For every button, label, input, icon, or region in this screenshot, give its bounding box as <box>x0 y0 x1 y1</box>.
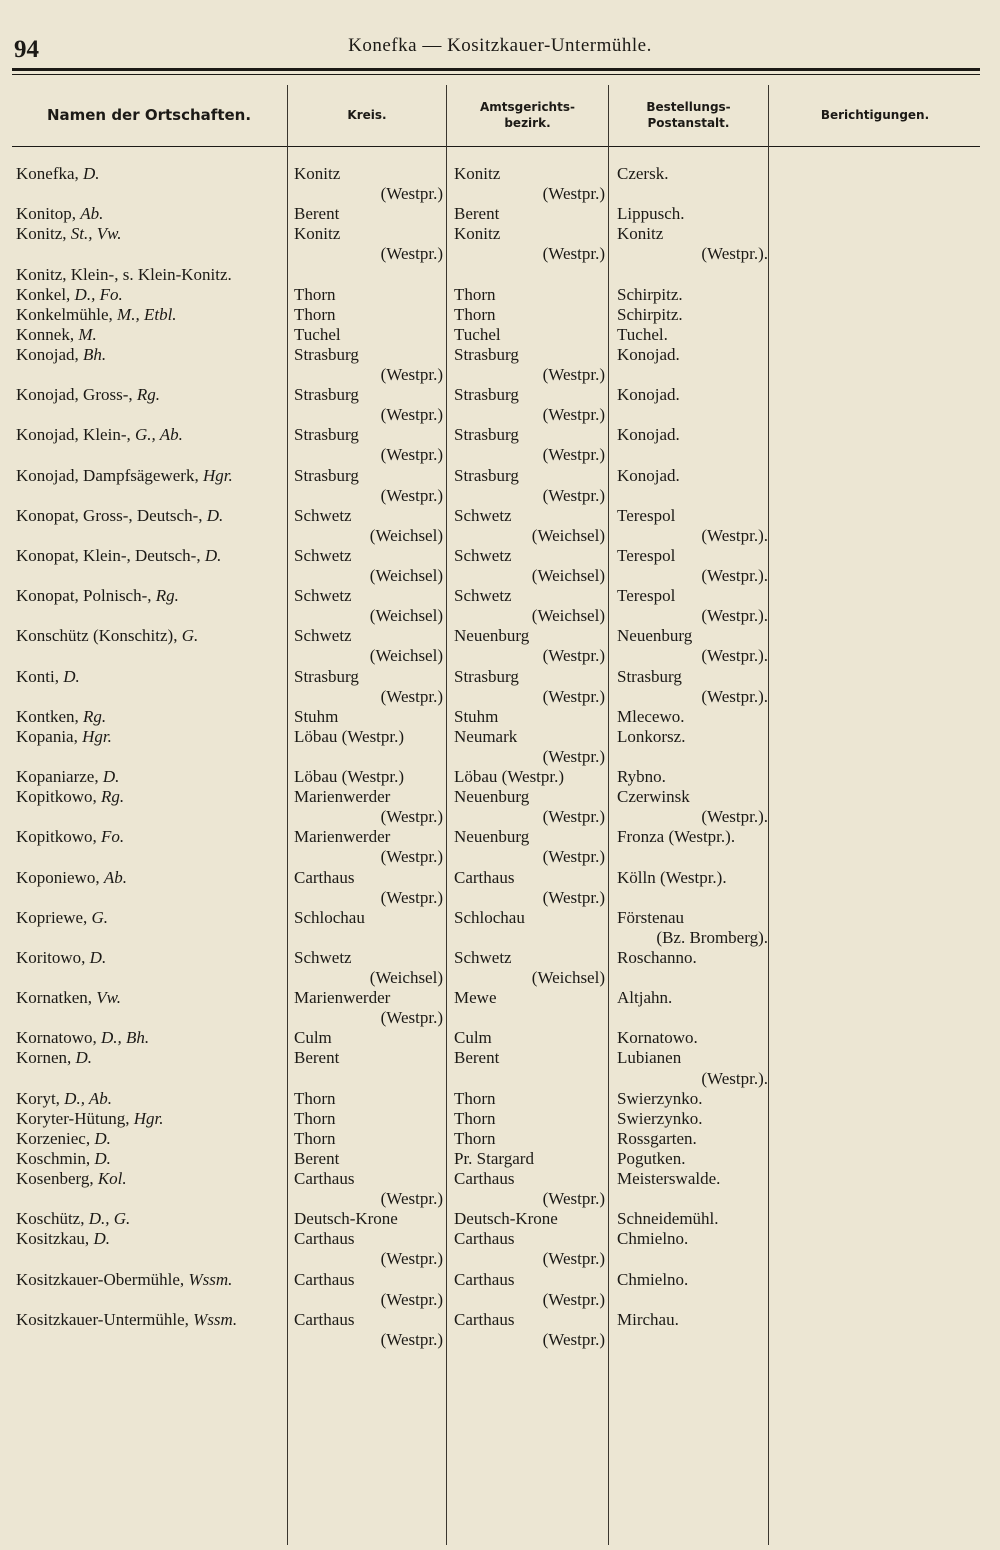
amtsgericht-cell-continuation: (Westpr.) <box>542 807 605 827</box>
place-name <box>16 707 106 727</box>
place-type-abbreviation: St., Vw. <box>70 224 122 244</box>
kreis-cell: Thorn <box>294 284 336 304</box>
kreis-cell-continuation: (Weichsel) <box>369 566 443 585</box>
postanstalt-cell: Rybno. <box>617 767 666 786</box>
place-name-text: Koryt, <box>16 1088 65 1108</box>
place-type-abbreviation: D. <box>89 947 107 967</box>
kreis-cell-continuation: (Westpr.) <box>380 847 443 867</box>
amtsgericht-cell: Strasburg <box>454 425 519 445</box>
kreis-cell: Löbau (Westpr.) <box>294 726 405 746</box>
place-type-abbreviation: G., Ab. <box>134 425 183 445</box>
place-name <box>16 1109 163 1129</box>
amtsgericht-cell-continuation: (Westpr.) <box>542 746 605 766</box>
postanstalt-cell: Czersk. <box>617 164 669 183</box>
kreis-cell: Marienwerder <box>294 988 391 1008</box>
amtsgericht-cell: Strasburg <box>454 465 519 485</box>
amtsgericht-cell-continuation: (Weichsel) <box>531 606 605 626</box>
amtsgericht-cell: Schwetz <box>454 505 512 525</box>
kreis-cell: Schwetz <box>294 626 352 646</box>
postanstalt-cell-continuation: (Westpr.). <box>701 807 768 827</box>
place-name-text: Kontken, <box>16 706 84 726</box>
place-name <box>16 827 124 847</box>
kreis-cell: Culm <box>294 1028 332 1048</box>
place-name-text: Konnek, <box>16 324 79 344</box>
postanstalt-cell: Konojad. <box>617 385 680 405</box>
postanstalt-cell: Pogutken. <box>617 1148 686 1168</box>
amtsgericht-cell: Berent <box>454 204 500 224</box>
postanstalt-cell: Lippusch. <box>617 204 685 224</box>
place-name <box>16 767 119 787</box>
place-name-text: Konschütz (Konschitz), <box>16 626 182 646</box>
postanstalt-cell: Förstenau <box>617 907 685 927</box>
amtsgericht-cell-continuation: (Westpr.) <box>542 1189 605 1209</box>
postanstalt-cell: Chmielno. <box>617 1229 689 1249</box>
place-name <box>16 1129 111 1149</box>
place-name-text: Konojad, <box>16 344 84 364</box>
place-name-text: Konojad, Dampfsägewerk, <box>16 465 203 485</box>
column-header-postanstalt <box>609 90 768 140</box>
place-type-abbreviation: D. <box>204 545 222 565</box>
amtsgericht-cell: Deutsch-Krone <box>454 1209 558 1229</box>
kreis-cell-continuation: (Westpr.) <box>380 887 443 907</box>
amtsgericht-cell: Carthaus <box>454 1229 515 1249</box>
postanstalt-cell: Kornatowo. <box>617 1028 698 1048</box>
kreis-cell: Tuchel <box>294 324 341 344</box>
place-name-text: Koryter-Hütung, <box>16 1108 134 1128</box>
place-type-abbreviation: Fo. <box>101 827 125 847</box>
place-name <box>16 626 198 646</box>
place-name-text: Kositzkauer-Obermühle, <box>16 1269 189 1289</box>
postanstalt-cell-continuation: (Westpr.). <box>701 686 768 706</box>
kreis-cell: Konitz <box>294 164 341 183</box>
postanstalt-cell: Kölln (Westpr.). <box>617 867 727 887</box>
kreis-cell: Berent <box>294 1048 340 1068</box>
postanstalt-cell: Lubianen <box>617 1048 682 1068</box>
place-type-abbreviation: D., Bh. <box>100 1028 150 1048</box>
amtsgericht-cell: Carthaus <box>454 1169 515 1188</box>
amtsgericht-cell: Carthaus <box>454 867 515 887</box>
kreis-cell-continuation: (Westpr.) <box>380 244 443 264</box>
place-name <box>16 546 221 566</box>
kreis-cell-continuation: (Westpr.) <box>380 184 443 204</box>
kreis-cell-continuation: (Westpr.) <box>380 1329 443 1349</box>
amtsgericht-cell: Strasburg <box>454 344 519 364</box>
place-type-abbreviation: D., Ab. <box>64 1088 113 1108</box>
place-type-abbreviation: D. <box>93 1229 110 1249</box>
postanstalt-cell-continuation: (Bz. Bromberg). <box>656 927 768 947</box>
place-type-abbreviation: Bh. <box>83 344 107 364</box>
place-name <box>16 1149 111 1169</box>
place-name <box>16 988 121 1008</box>
place-type-abbreviation: D., G. <box>88 1209 131 1229</box>
place-name <box>16 1028 149 1048</box>
kreis-cell: Berent <box>294 204 340 224</box>
place-name-text: Konkelmühle, <box>16 304 118 324</box>
place-name-text: Kopitkowo, <box>16 787 101 807</box>
place-type-abbreviation: Wssm. <box>193 1309 238 1329</box>
postanstalt-cell: Tuchel. <box>617 324 668 344</box>
place-type-abbreviation: Rg. <box>83 706 107 726</box>
amtsgericht-cell: Thorn <box>454 1088 496 1108</box>
amtsgericht-cell-continuation: (Westpr.) <box>542 1289 605 1309</box>
kreis-cell: Marienwerder <box>294 827 391 847</box>
place-name <box>16 868 127 888</box>
place-type-abbreviation: Rg. <box>101 787 125 807</box>
kreis-cell-continuation: (Westpr.) <box>380 1289 443 1309</box>
amtsgericht-cell: Tuchel <box>454 324 501 344</box>
place-name <box>16 1209 130 1229</box>
amtsgericht-cell: Mewe <box>454 988 497 1008</box>
place-name-text: Kopriewe, <box>16 907 92 927</box>
place-name <box>16 586 179 606</box>
place-type-abbreviation: D., Fo. <box>74 284 123 304</box>
place-type-abbreviation: D. <box>102 767 120 786</box>
postanstalt-cell: Schirpitz. <box>617 284 683 304</box>
place-name-text: Konkel, <box>16 284 75 304</box>
place-type-abbreviation: Ab. <box>80 204 104 224</box>
column-header-name <box>14 90 284 140</box>
kreis-cell: Schwetz <box>294 947 352 967</box>
place-name-text: Konopat, Klein-, Deutsch-, <box>16 545 205 565</box>
column-header-amtsgericht-line2: bezirk. <box>504 116 551 130</box>
postanstalt-cell-continuation: (Westpr.). <box>701 646 768 666</box>
place-name <box>16 1048 92 1068</box>
amtsgericht-cell: Thorn <box>454 284 496 304</box>
kreis-cell-continuation: (Weichsel) <box>369 968 443 987</box>
place-name-text: Korzeniec, <box>16 1128 95 1148</box>
postanstalt-cell-continuation: (Westpr.). <box>701 566 768 585</box>
place-name <box>16 948 106 968</box>
place-name-text: Konopat, Gross-, Deutsch-, <box>16 505 207 525</box>
kreis-cell-continuation: (Westpr.) <box>380 1249 443 1269</box>
amtsgericht-cell: Culm <box>454 1028 492 1048</box>
place-name-text: Koritowo, <box>16 947 90 967</box>
place-name <box>16 1169 127 1189</box>
top-rule-thin <box>12 74 980 75</box>
kreis-cell: Deutsch-Krone <box>294 1209 398 1229</box>
place-name-text: Kopania, <box>16 726 83 746</box>
place-name <box>16 1310 237 1330</box>
kreis-cell: Thorn <box>294 304 336 324</box>
amtsgericht-cell-continuation: (Westpr.) <box>542 1249 605 1269</box>
kreis-cell: Schwetz <box>294 545 352 565</box>
running-head: Konefka — Kositzkauer-Untermühle. <box>348 35 652 56</box>
amtsgericht-cell: Stuhm <box>454 706 499 726</box>
kreis-cell: Carthaus <box>294 1169 355 1188</box>
kreis-cell-continuation: (Westpr.) <box>380 686 443 706</box>
kreis-cell-continuation: (Westpr.) <box>380 1189 443 1209</box>
header-bottom-rule <box>12 146 980 147</box>
amtsgericht-cell: Löbau (Westpr.) <box>454 767 565 786</box>
kreis-cell-continuation: (Westpr.) <box>380 807 443 827</box>
place-name <box>16 164 100 184</box>
kreis-cell: Thorn <box>294 1088 336 1108</box>
place-name-text: Konti, <box>16 666 64 686</box>
column-header-kreis-label: Kreis. <box>347 108 387 122</box>
postanstalt-cell: Neuenburg <box>617 626 693 646</box>
kreis-cell-continuation: (Weichsel) <box>369 646 443 666</box>
amtsgericht-cell-continuation: (Weichsel) <box>531 968 605 987</box>
place-name-text: Kositzkau, <box>16 1229 94 1249</box>
kreis-cell: Thorn <box>294 1108 336 1128</box>
kreis-cell: Carthaus <box>294 1309 355 1329</box>
place-name <box>16 727 112 747</box>
postanstalt-cell: Terespol <box>617 545 676 565</box>
postanstalt-cell: Swierzynko. <box>617 1088 703 1108</box>
place-name-text: Koponiewo, <box>16 867 104 887</box>
kreis-cell: Strasburg <box>294 465 359 485</box>
amtsgericht-cell-continuation: (Westpr.) <box>542 244 605 264</box>
column-header-amtsgericht <box>447 90 608 140</box>
kreis-cell: Strasburg <box>294 344 359 364</box>
kreis-cell: Stuhm <box>294 706 339 726</box>
postanstalt-cell: Meisterswalde. <box>617 1169 721 1188</box>
amtsgericht-cell-continuation: (Westpr.) <box>542 646 605 666</box>
postanstalt-cell: Konojad. <box>617 344 680 364</box>
place-name <box>16 1270 232 1290</box>
postanstalt-cell-continuation: (Westpr.). <box>701 244 768 264</box>
place-type-abbreviation: D. <box>206 505 224 525</box>
postanstalt-cell: Czerwinsk <box>617 787 690 807</box>
place-name <box>16 325 97 345</box>
kreis-cell-continuation: (Westpr.) <box>380 445 443 465</box>
postanstalt-cell: Konitz <box>617 224 664 244</box>
kreis-cell: Berent <box>294 1148 340 1168</box>
column-divider <box>768 85 769 1545</box>
place-name <box>16 1229 110 1249</box>
place-name <box>16 506 223 526</box>
amtsgericht-cell: Neuenburg <box>454 827 530 847</box>
place-name <box>16 908 108 928</box>
kreis-cell: Strasburg <box>294 425 359 445</box>
postanstalt-cell: Konojad. <box>617 425 680 445</box>
postanstalt-cell: Chmielno. <box>617 1269 689 1289</box>
place-name-text: Kornen, <box>16 1048 76 1068</box>
kreis-cell: Schwetz <box>294 505 352 525</box>
postanstalt-cell-continuation: (Westpr.). <box>701 606 768 626</box>
amtsgericht-cell: Schwetz <box>454 947 512 967</box>
column-divider <box>446 85 447 1545</box>
place-name <box>16 265 232 285</box>
amtsgericht-cell: Neumark <box>454 726 518 746</box>
place-type-abbreviation: Rg. <box>155 586 179 606</box>
kreis-cell: Carthaus <box>294 1229 355 1249</box>
postanstalt-cell-continuation: (Westpr.). <box>701 1068 768 1088</box>
amtsgericht-cell: Carthaus <box>454 1269 515 1289</box>
postanstalt-cell: Terespol <box>617 586 676 606</box>
place-name-text: Koschmin, <box>16 1148 95 1168</box>
place-name <box>16 385 160 405</box>
postanstalt-cell: Swierzynko. <box>617 1108 703 1128</box>
amtsgericht-cell: Schlochau <box>454 907 525 927</box>
kreis-cell: Konitz <box>294 224 341 244</box>
page-number: 94 <box>14 36 39 63</box>
place-type-abbreviation: Rg. <box>136 385 161 405</box>
amtsgericht-cell-continuation: (Weichsel) <box>531 566 605 585</box>
postanstalt-cell: Terespol <box>617 505 676 525</box>
place-name-text: Konojad, Klein-, <box>16 425 135 445</box>
kreis-cell-continuation: (Westpr.) <box>380 365 443 384</box>
place-name-text: Konopat, Polnisch-, <box>16 586 156 606</box>
column-header-postanstalt-line1: Bestellungs- <box>646 100 731 114</box>
place-name-text: Kopaniarze, <box>16 767 103 786</box>
place-name <box>16 1089 112 1109</box>
place-name <box>16 305 177 325</box>
amtsgericht-cell-continuation: (Weichsel) <box>531 525 605 545</box>
postanstalt-cell-continuation: (Westpr.). <box>701 525 768 545</box>
top-rule-thick <box>12 68 980 71</box>
kreis-cell: Schlochau <box>294 907 365 927</box>
place-type-abbreviation: G. <box>181 626 199 646</box>
postanstalt-cell: Mlecewo. <box>617 706 685 726</box>
place-name-text: Kornatowo, <box>16 1028 101 1048</box>
amtsgericht-cell-continuation: (Westpr.) <box>542 847 605 867</box>
place-name <box>16 224 121 244</box>
column-header-berichtigungen <box>769 90 981 140</box>
place-name-text: Kositzkauer-Untermühle, <box>16 1309 194 1329</box>
place-name-text: Konitz, Klein-, s. Klein-Konitz. <box>16 264 232 284</box>
place-type-abbreviation: D. <box>75 1048 93 1068</box>
place-type-abbreviation: Vw. <box>96 988 121 1008</box>
amtsgericht-cell: Neuenburg <box>454 787 530 807</box>
place-name-text: Kopitkowo, <box>16 827 101 847</box>
place-type-abbreviation: G. <box>91 907 109 927</box>
amtsgericht-cell: Strasburg <box>454 666 519 686</box>
place-name-text: Koschütz, <box>16 1209 89 1229</box>
kreis-cell-continuation: (Weichsel) <box>369 606 443 626</box>
amtsgericht-cell: Schwetz <box>454 586 512 606</box>
place-name <box>16 667 80 687</box>
amtsgericht-cell: Carthaus <box>454 1309 515 1329</box>
place-type-abbreviation: D. <box>94 1148 111 1168</box>
amtsgericht-cell-continuation: (Westpr.) <box>542 365 605 384</box>
postanstalt-cell: Roschanno. <box>617 947 697 967</box>
place-name <box>16 285 123 305</box>
postanstalt-cell: Rossgarten. <box>617 1128 697 1148</box>
postanstalt-cell: Konojad. <box>617 465 680 485</box>
postanstalt-cell: Lonkorsz. <box>617 726 686 746</box>
kreis-cell-continuation: (Westpr.) <box>380 1008 443 1028</box>
kreis-cell: Carthaus <box>294 1269 355 1289</box>
place-type-abbreviation: Ab. <box>103 867 127 887</box>
column-header-amtsgericht-line1: Amtsgerichts- <box>480 100 575 114</box>
column-divider <box>287 85 288 1545</box>
kreis-cell-continuation: (Westpr.) <box>380 405 443 425</box>
amtsgericht-cell: Neuenburg <box>454 626 530 646</box>
place-type-abbreviation: M. <box>78 324 97 344</box>
amtsgericht-cell: Konitz <box>454 164 501 183</box>
column-divider <box>608 85 609 1545</box>
amtsgericht-cell-continuation: (Westpr.) <box>542 887 605 907</box>
kreis-cell-continuation: (Weichsel) <box>369 525 443 545</box>
column-header-name-label: Namen der Ortschaften. <box>46 106 252 124</box>
kreis-cell: Carthaus <box>294 867 355 887</box>
amtsgericht-cell-continuation: (Westpr.) <box>542 405 605 425</box>
place-name <box>16 787 124 807</box>
column-header-kreis <box>288 90 446 140</box>
place-type-abbreviation: Kol. <box>97 1169 127 1188</box>
kreis-cell: Thorn <box>294 1128 336 1148</box>
place-name-text: Konitz, <box>16 224 71 244</box>
postanstalt-cell: Strasburg <box>617 666 682 686</box>
place-name <box>16 466 233 486</box>
amtsgericht-cell-continuation: (Westpr.) <box>542 445 605 465</box>
place-name-text: Kosenberg, <box>16 1169 98 1188</box>
column-header-postanstalt-line2: Postanstalt. <box>647 116 730 130</box>
amtsgericht-cell-continuation: (Westpr.) <box>542 686 605 706</box>
place-type-abbreviation: Hgr. <box>202 465 233 485</box>
kreis-cell: Strasburg <box>294 385 359 405</box>
postanstalt-cell: Schneidemühl. <box>617 1209 719 1229</box>
amtsgericht-cell-continuation: (Westpr.) <box>542 184 605 204</box>
amtsgericht-cell: Schwetz <box>454 545 512 565</box>
place-name <box>16 425 183 445</box>
amtsgericht-cell: Thorn <box>454 1128 496 1148</box>
postanstalt-cell: Schirpitz. <box>617 304 683 324</box>
postanstalt-cell: Fronza (Westpr.). <box>617 827 736 847</box>
place-type-abbreviation: D. <box>94 1128 111 1148</box>
place-name <box>16 345 106 365</box>
amtsgericht-cell: Strasburg <box>454 385 519 405</box>
amtsgericht-cell: Thorn <box>454 1108 496 1128</box>
kreis-cell: Marienwerder <box>294 787 391 807</box>
place-type-abbreviation: D. <box>63 666 80 686</box>
place-type-abbreviation: D. <box>83 164 100 183</box>
place-name <box>16 204 103 224</box>
place-type-abbreviation: Wssm. <box>188 1269 233 1289</box>
column-header-berichtigungen-label: Berichtigungen. <box>820 108 930 122</box>
kreis-cell: Löbau (Westpr.) <box>294 767 405 786</box>
kreis-cell: Strasburg <box>294 666 359 686</box>
kreis-cell-continuation: (Westpr.) <box>380 485 443 505</box>
place-type-abbreviation: Hgr. <box>133 1108 164 1128</box>
place-type-abbreviation: Hgr. <box>82 726 112 746</box>
place-name-text: Kornatken, <box>16 988 97 1008</box>
amtsgericht-cell-continuation: (Westpr.) <box>542 1329 605 1349</box>
place-type-abbreviation: M., Etbl. <box>117 304 177 324</box>
kreis-cell: Schwetz <box>294 586 352 606</box>
place-name-text: Konefka, <box>16 164 84 183</box>
postanstalt-cell: Altjahn. <box>617 988 673 1008</box>
place-name-text: Konojad, Gross-, <box>16 385 137 405</box>
postanstalt-cell: Mirchau. <box>617 1309 679 1329</box>
amtsgericht-cell-continuation: (Westpr.) <box>542 485 605 505</box>
place-name-text: Konitop, <box>16 204 81 224</box>
amtsgericht-cell: Berent <box>454 1048 500 1068</box>
amtsgericht-cell: Pr. Stargard <box>454 1148 534 1168</box>
amtsgericht-cell: Thorn <box>454 304 496 324</box>
amtsgericht-cell: Konitz <box>454 224 501 244</box>
